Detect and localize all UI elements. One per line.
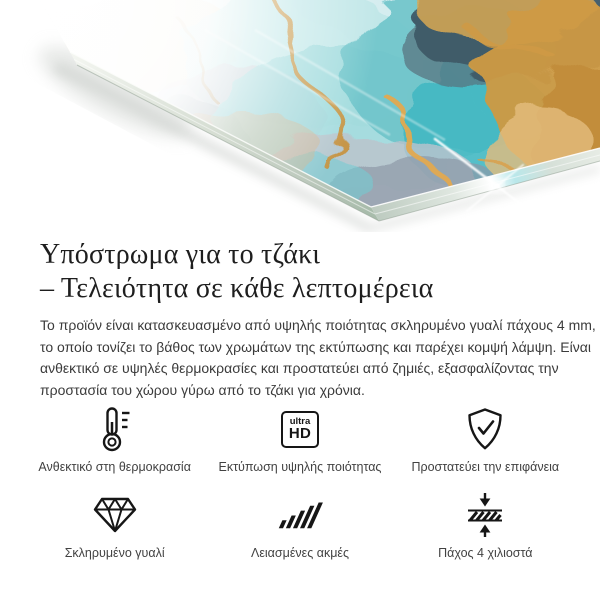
page-title (40, 238, 560, 306)
feature-label: Πάχος 4 χιλιοστά (438, 546, 533, 560)
feature-label: Λειασμένες ακμές (250, 546, 349, 560)
page-title-line1: Υπόστρωμα για το τζάκι (40, 239, 321, 270)
product-description-text (40, 315, 596, 401)
feature-thickness (393, 492, 578, 562)
page-title-line2: – Τελειότητα σε κάθε λεπτομέρεια (40, 273, 434, 304)
feature-grid (22, 406, 578, 562)
feature-label: Σκληρυμένο γυαλί (64, 546, 165, 560)
description-line: Το προϊόν είναι κατασκευασμένο από υψηλής ποιότητας σκληρυμένο γυαλί πάχους 4 mm, (40, 317, 596, 333)
description-line: το οποίο τονίζει το βάθος των χρωμάτων της εκτύπωσης και παρέχει κομψή λάμψη. Είναι (40, 338, 591, 355)
feature-surface-protection (393, 406, 578, 476)
polished-edges-icon (277, 498, 323, 532)
shield-check-icon (467, 407, 503, 451)
feature-label: Ανθεκτικό στη θερμοκρασία (38, 460, 191, 474)
feature-polished-edges (207, 492, 392, 562)
description-line: ανθεκτικό σε υψηλές θερμοκρασίες και προστατεύει από ζημιές, εξασφαλίζοντας την (40, 360, 559, 376)
glass-panel-illustration (0, 0, 600, 232)
feature-label: Προστατεύει την επιφάνεια (411, 460, 560, 474)
feature-temperature (22, 406, 207, 476)
ultra-hd-icon (281, 411, 319, 448)
thickness-icon (466, 492, 504, 538)
ultra-hd-text-bottom: HD (288, 425, 312, 442)
thermometer-icon (98, 406, 132, 452)
feature-print-quality (207, 406, 392, 476)
ultra-hd-text-top: ultra (289, 416, 311, 427)
feature-label: Εκτύπωση υψηλής ποιότητας (218, 460, 382, 474)
description-line: προστασία του χώρου γύρω από το τζάκι για χρόνια. (40, 381, 365, 398)
diamond-icon (93, 496, 137, 534)
feature-tempered-glass (22, 492, 207, 562)
product-image (0, 0, 600, 232)
